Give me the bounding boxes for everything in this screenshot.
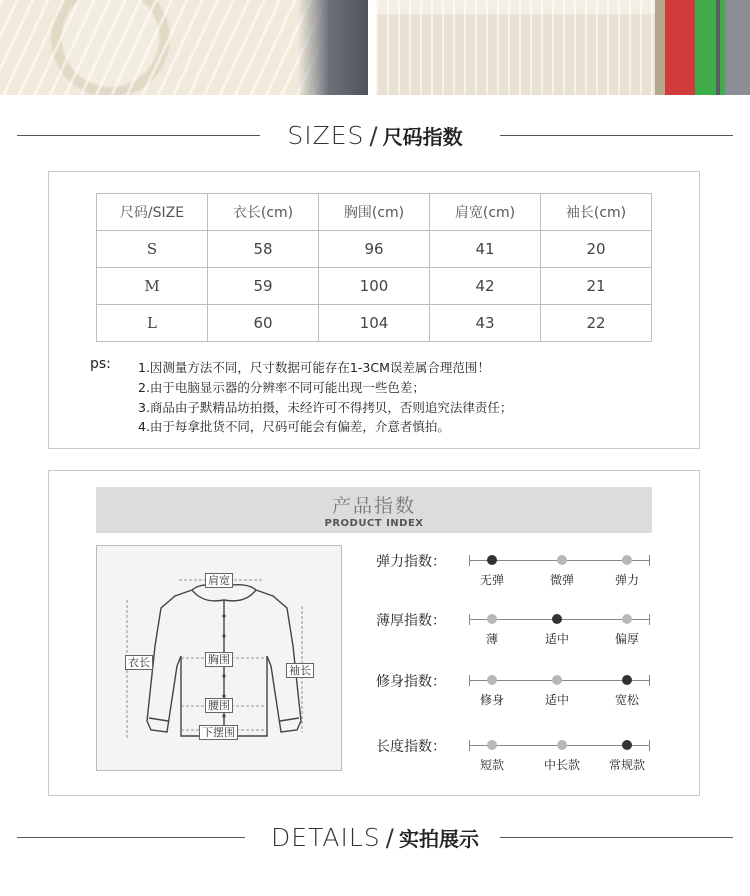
index-option: 偏厚 <box>614 632 639 646</box>
table-row <box>97 268 652 305</box>
table-cell: 20 <box>541 231 652 268</box>
sizes-heading-zh: 尺码指数 <box>382 125 463 149</box>
index-option: 微弹 <box>549 573 574 587</box>
label-chest: 胸围 <box>205 652 233 667</box>
index-label: 弹力指数： <box>376 554 446 570</box>
product-index-header <box>96 487 652 533</box>
index-dot-option-2 <box>557 740 567 750</box>
size-table-header-row <box>97 194 652 231</box>
table-cell: 60 <box>208 305 319 342</box>
thickness-index <box>376 610 666 660</box>
index-option: 无弹 <box>479 573 504 587</box>
table-cell: 22 <box>541 305 652 342</box>
index-option: 适中 <box>544 632 569 646</box>
measurement-diagram <box>96 545 342 771</box>
lace-skirt-photo <box>376 0 750 95</box>
label-waist: 腰围 <box>205 698 233 713</box>
table-cell: 96 <box>319 231 430 268</box>
index-dot-option-2 <box>552 675 562 685</box>
index-label: 薄厚指数： <box>376 613 446 629</box>
size-cell: M <box>97 268 208 305</box>
table-cell: 21 <box>541 268 652 305</box>
elasticity-index <box>376 551 666 601</box>
details-section-heading <box>0 818 750 858</box>
index-option: 弹力 <box>614 573 639 587</box>
top-photo-strip <box>0 0 750 95</box>
table-row <box>97 231 652 268</box>
label-length: 衣长 <box>125 655 153 670</box>
details-heading-en: DETAILS <box>271 823 381 852</box>
note-line: 3.商品由子默精品坊拍摄，未经许可不得拷贝，否则追究法律责任； <box>138 400 513 415</box>
lace-blouse-photo <box>0 0 368 95</box>
col-header-sleeve: 袖长(cm) <box>541 194 652 231</box>
label-sleeve: 袖长 <box>286 663 314 678</box>
index-label: 修身指数： <box>376 674 446 690</box>
index-dot-option-3 <box>622 675 632 685</box>
index-option: 薄 <box>485 632 498 646</box>
index-option: 修身 <box>479 693 504 707</box>
col-header-chest: 胸围(cm) <box>319 194 430 231</box>
sizes-heading-en: SIZES <box>287 121 365 150</box>
note-line: 4.由于每拿批货不同，尺码可能会有偏差，介意者慎拍。 <box>138 419 450 434</box>
table-cell: 100 <box>319 268 430 305</box>
table-cell: 59 <box>208 268 319 305</box>
index-option: 宽松 <box>614 693 639 707</box>
product-index-title-en: PRODUCT INDEX <box>324 518 424 529</box>
index-dot-option-3 <box>622 614 632 624</box>
index-option: 短款 <box>479 758 504 772</box>
notes-prefix: ps: <box>90 356 111 372</box>
index-option: 常规款 <box>608 758 645 772</box>
index-label: 长度指数： <box>376 739 446 755</box>
table-cell: 104 <box>319 305 430 342</box>
table-cell: 42 <box>430 268 541 305</box>
table-cell: 41 <box>430 231 541 268</box>
note-line: 2.由于电脑显示器的分辨率不同可能出现一些色差； <box>138 380 425 395</box>
index-dot-option-1 <box>487 555 497 565</box>
length-index <box>376 736 666 786</box>
col-header-size: 尺码/SIZE <box>97 194 208 231</box>
label-shoulder: 肩宽 <box>205 573 233 588</box>
table-cell: 58 <box>208 231 319 268</box>
index-dot-option-3 <box>622 555 632 565</box>
fit-index <box>376 671 666 721</box>
size-cell: S <box>97 231 208 268</box>
details-heading-slash: / <box>385 824 394 852</box>
col-header-length: 衣长(cm) <box>208 194 319 231</box>
index-dot-option-1 <box>487 614 497 624</box>
index-option: 中长款 <box>543 758 580 772</box>
product-index-title-zh: 产品指数 <box>331 495 416 517</box>
col-header-shoulder: 肩宽(cm) <box>430 194 541 231</box>
index-dot-option-1 <box>487 675 497 685</box>
table-cell: 43 <box>430 305 541 342</box>
index-dot-option-1 <box>487 740 497 750</box>
index-dot-option-2 <box>557 555 567 565</box>
sizes-heading-slash: / <box>369 122 378 150</box>
note-line: 1.因测量方法不同，尺寸数据可能存在1-3CM误差属合理范围！ <box>138 360 490 375</box>
size-cell: L <box>97 305 208 342</box>
table-row <box>97 305 652 342</box>
label-hem: 下摆围 <box>199 725 238 740</box>
index-dot-option-3 <box>622 740 632 750</box>
index-option: 适中 <box>544 693 569 707</box>
details-heading-zh: 实拍展示 <box>398 827 479 851</box>
index-dot-option-2 <box>552 614 562 624</box>
size-table <box>96 193 652 342</box>
sizes-section-heading <box>0 116 750 156</box>
